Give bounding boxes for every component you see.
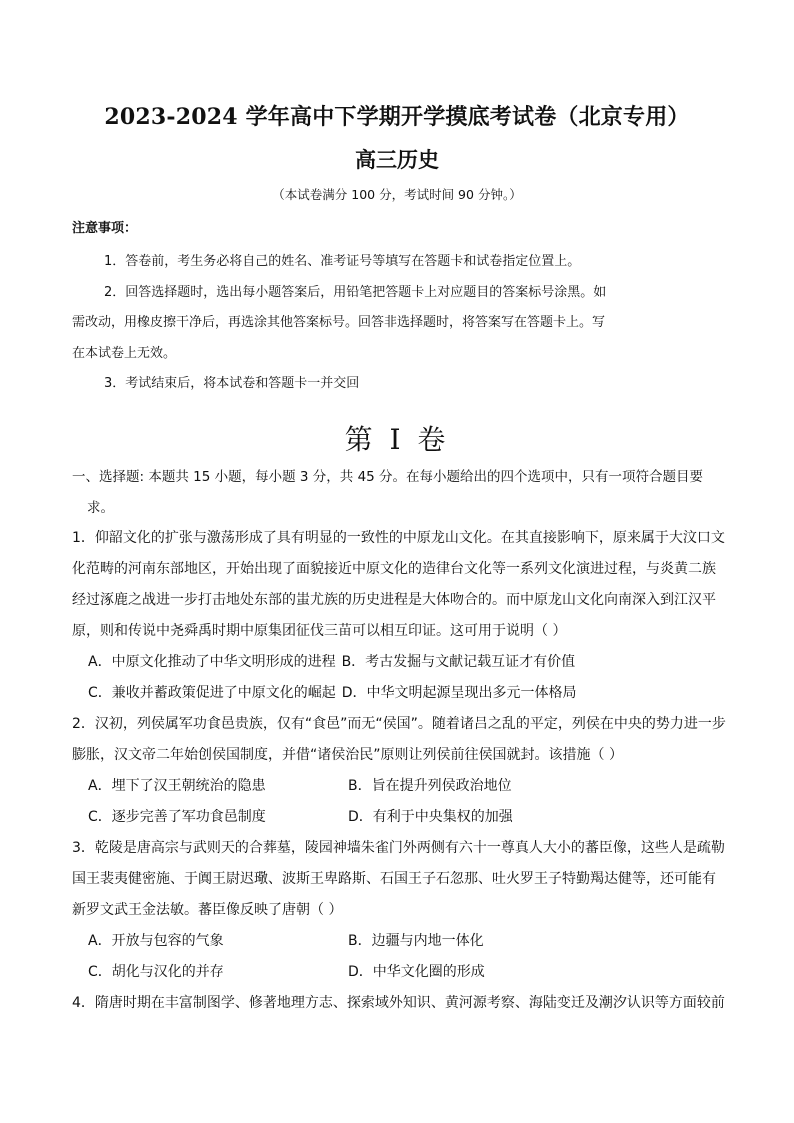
section-rest: ，只有一项符合题目要 — [568, 469, 704, 485]
q3-option-c: C．胡化与汉化的并存 — [88, 964, 224, 980]
exam-title: 2023-2024 学年高中下学期开学摸底考试卷（北京专用） — [104, 104, 690, 130]
q1-options — [88, 647, 728, 709]
q3-line-1: 3．乾陵是唐高宗与武则天的合葬墓，陵园神墙朱雀门外两侧有六十一尊真人大小的蕃臣像，这些人是疏勒 — [72, 840, 725, 856]
q2-option-d: D．有利于中央集权的加强 — [348, 809, 513, 825]
q1-line-3: 经过涿鹿之战进一步打击地处东部的蚩尤族的历史进程是大体吻合的。而中原龙山文化向南深入到江汉平 — [72, 592, 716, 608]
q4-line-1: 4．隋唐时期在丰富制图学、修著地理方志、探索域外知识、黄河源考察、海陆变迁及潮汐认识等方面较前 — [72, 995, 725, 1011]
q2-option-b: B．旨在提升列侯政治地位 — [348, 778, 512, 794]
section-cont: 求。 — [87, 500, 114, 516]
question-2 — [72, 709, 726, 771]
notes-heading: 注意事项： — [72, 221, 138, 236]
q1-line-4: 原，则和传说中尧舜禹时期中原集团征伐三苗可以相互印证。这可用于说明（ ） — [72, 623, 567, 639]
section-prefix: 一、选择题: — [72, 469, 149, 485]
q2-options — [88, 771, 728, 833]
q3-line-2: 国王裴夷健密施、于阗王尉迟璥、波斯王卑路斯、石国王子石忽那、吐火罗王子特勤羯达健等，还可能有 — [72, 871, 716, 887]
q1-option-a: A．中原文化推动了中华文明形成的进程 — [88, 654, 336, 670]
question-3 — [72, 833, 726, 926]
q1-line-2: 化范畴的河南东部地区，开始出现了面貌接近中原文化的造律台文化等一系列文化演进过程，与炎黄二族 — [72, 561, 716, 577]
q1-line-1: 1．仰韶文化的扩张与激荡形成了具有明显的一致性的中原龙山文化。在其直接影响下，原来属于大汶口文 — [72, 530, 725, 546]
q3-line-3: 新罗文武王金法敏。蕃臣像反映了唐朝（ ） — [72, 902, 343, 918]
subject-title: 高三历史 — [355, 147, 439, 172]
note-item-2-line-2: 需改动，用橡皮擦干净后，再选涂其他答案标号。回答非选择题时，将答案写在答题卡上。写 — [72, 315, 606, 330]
exam-info: （本试卷满分 100 分，考试时间 90 分钟。） — [272, 187, 522, 202]
notes-list — [72, 247, 722, 400]
q3-option-b: B．边疆与内地一体化 — [348, 933, 484, 949]
section-bold: 本题共 15 小题，每小题 3 分，共 45 分。在每小题给出的四个选项中 — [148, 469, 569, 485]
q2-option-a: A．埋下了汉王朝统治的隐患 — [88, 778, 266, 794]
note-item-1: 1．答卷前，考生务必将自己的姓名、准考证号等填写在答题卡和试卷指定位置上。 — [104, 254, 581, 269]
volume-heading: 第 I 卷 — [344, 423, 450, 456]
q3-options — [88, 926, 728, 988]
q2-line-2: 膨胀，汉文帝二年始创侯国制度，并借“诸侯治民”原则让列侯前往侯国就封。该措施（ ） — [72, 747, 623, 763]
q2-option-c: C．逐步完善了军功食邑制度 — [88, 809, 266, 825]
section-instructions — [72, 462, 732, 524]
q3-option-a: A．开放与包容的气象 — [88, 933, 224, 949]
note-item-2-line-1: 2．回答选择题时，选出每小题答案后，用铅笔把答题卡上对应题目的答案标号涂黑。如 — [104, 284, 607, 300]
q2-line-1: 2．汉初，列侯属军功食邑贵族，仅有“食邑”而无“侯国”。随着诸吕之乱的平定，列侯在中央的势力进一步 — [72, 716, 726, 732]
q3-option-d: D．中华文化圈的形成 — [348, 964, 485, 980]
q1-option-d: D．中华文明起源呈现出多元一体格局 — [341, 685, 577, 701]
question-1 — [72, 523, 726, 647]
q1-option-c: C．兼收并蓄政策促进了中原文化的崛起 — [88, 685, 336, 701]
question-4 — [72, 988, 726, 1019]
note-item-2-line-3: 在本试卷上无效。 — [72, 345, 177, 361]
note-item-3: 3．考试结束后，将本试卷和答题卡一并交回 — [104, 376, 360, 391]
q1-option-b: B．考古发掘与文献记载互证才有价值 — [341, 654, 576, 670]
